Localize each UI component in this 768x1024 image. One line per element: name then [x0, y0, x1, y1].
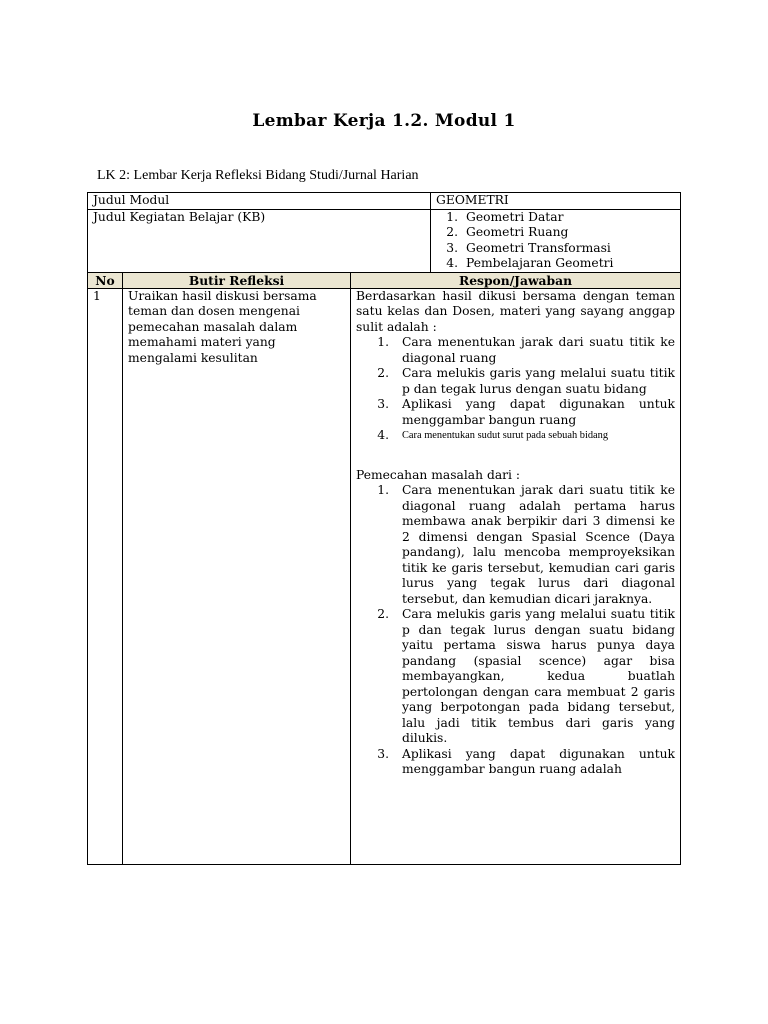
- judul-kb-label: Judul Kegiatan Belajar (KB): [88, 209, 431, 272]
- judul-modul-row: [88, 193, 681, 210]
- worksheet-subtitle: LK 2: Lembar Kerja Refleksi Bidang Studi/Jurnal Harian: [97, 168, 419, 183]
- kb-item: 2. Geometri Ruang: [446, 225, 569, 239]
- kb-list-cell: [431, 209, 681, 272]
- kb-item: 4. Pembelajaran Geometri: [446, 256, 614, 270]
- solution-list: [356, 483, 675, 778]
- list-item: 3. Aplikasi yang dapat digunakan untuk menggambar bangun ruang adalah: [377, 746, 676, 776]
- butir-refleksi-text: Uraikan hasil diskusi bersama teman dan dosen mengenai pemecahan masalah dalam memahami materi yang mengalami kesulitan: [123, 288, 351, 864]
- solution-heading: Pemecahan masalah dari :: [356, 467, 521, 482]
- column-header-respon: Respon/Jawaban: [351, 272, 681, 288]
- respon-intro: Berdasarkan hasil dikusi bersama dengan teman satu kelas dan Dosen, materi yang sayang anggap sulit adalah :: [356, 288, 676, 334]
- list-item: 2. Cara melukis garis yang melalui suatu titik p dan tegak lurus dengan suatu bidang: [377, 366, 676, 396]
- row-number: 1: [88, 288, 123, 864]
- kb-item: 1. Geometri Datar: [446, 209, 564, 224]
- column-header-butir: Butir Refleksi: [123, 272, 351, 288]
- list-item: 1. Cara menentukan jarak dari suatu titik ke diagonal ruang adalah pertama harus membawa anak berpikir dari 3 dimensi ke 2 dimensi dengan Spasial Scence (Daya pandang), lalu mencoba memproyeksikan titik ke garis tersebut, kemudian cari garis lurus yang tegak lurus dari diagonal tersebut, dan kemudian dicari jaraknya.: [377, 483, 676, 606]
- table-row: [88, 288, 681, 864]
- column-header-row: [88, 272, 681, 288]
- list-item: 3. Aplikasi yang dapat digunakan untuk menggambar bangun ruang: [377, 397, 676, 427]
- judul-modul-value: GEOMETRI: [431, 193, 681, 210]
- reflection-table: [87, 192, 681, 865]
- list-item: 2. Cara melukis garis yang melalui suatu titik p dan tegak lurus dengan suatu bidang yaitu pertama siswa harus punya daya pandang (spasial scence) agar bisa membayangkan, kedua buatlah pertolongan dengan cara membuat 2 garis yang berpotongan pada bidang tersebut, lalu jadi titik tembus dari garis yang dilukis.: [377, 607, 676, 745]
- column-header-no: No: [88, 272, 123, 288]
- list-item: 4. Cara menentukan sudut surut pada sebuah bidang: [377, 428, 609, 442]
- judul-modul-label: Judul Modul: [88, 193, 431, 210]
- page-title: Lembar Kerja 1.2. Modul 1: [252, 111, 516, 131]
- list-item: 1. Cara menentukan jarak dari suatu titik ke diagonal ruang: [377, 335, 676, 365]
- kb-item: 3. Geometri Transformasi: [446, 240, 611, 255]
- difficult-topics-list: [356, 335, 675, 444]
- judul-kb-row: [88, 209, 681, 272]
- respon-cell: [351, 288, 681, 864]
- kb-list: [436, 210, 675, 272]
